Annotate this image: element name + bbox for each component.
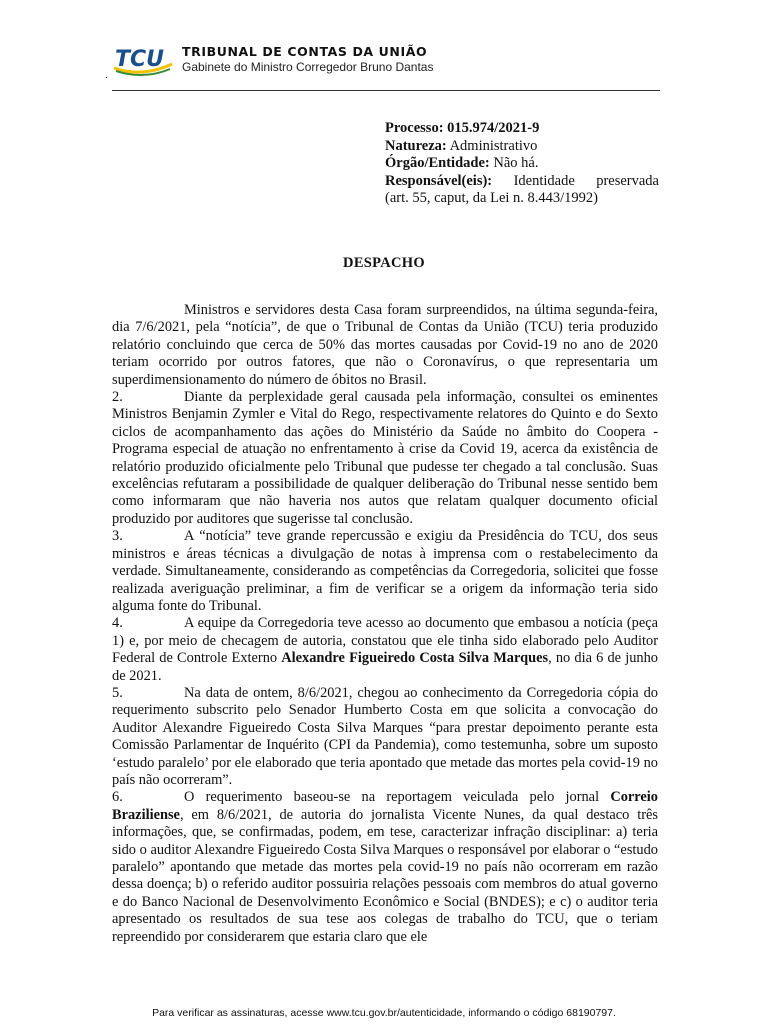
paragraph-text-end: , no dia 6 de junho de 2021. <box>112 650 658 684</box>
paragraph-1: Ministros e servidores desta Casa foram surpreendidos, na última segunda-feira, dia 7/6/2021, pela “notícia”, de que o Tribunal de Contas da União (TCU) teria produzido relatório concluindo que cerca de 50% das mortes causadas por Covid-19 no ano de 2020 teriam ocorrido por outros fatores, que não o Coronavírus, o que representaria um superdimensionamento do número de óbitos no Brasil. <box>112 302 658 388</box>
orgao-line <box>385 155 659 173</box>
org-name: TRIBUNAL DE CONTAS DA UNIÃO <box>182 44 428 59</box>
processo-line <box>385 120 659 138</box>
orgao-label: Órgão/Entidade: <box>385 155 490 171</box>
paragraph-3 <box>112 528 658 615</box>
natureza-value: Administrativo <box>449 137 538 154</box>
paragraph-2 <box>112 389 658 528</box>
paragraph-text: Na data de ontem, 8/6/2021, chegou ao conhecimento da Corregedoria cópia do requerimento subscrito pelo Senador Humberto Costa em que solicita a convocação do Auditor Alexandre Figueiredo Costa Silva Marques “para prestar depoimento perante esta Comissão Parlamentar de Inquérito (CPI da Pandemia), como testemunha, sobre um suposto ‘estudo paralelo’ por ele elaborado que teria apontado que metade das mortes pela covid-19 no país não ocorreram”. <box>112 684 658 788</box>
natureza-label: Natureza: <box>385 137 447 154</box>
logo-text: TCU <box>115 47 165 72</box>
process-metadata <box>385 120 659 208</box>
orgao-value: Não há. <box>493 155 539 171</box>
document-body <box>112 302 658 946</box>
paragraph-text: Diante da perplexidade geral causada pela informação, consultei os eminentes Ministros Benjamin Zymler e Vital do Rego, respectivamente relatores do Quinto e do Sexto ciclos de acompanhamento das ações do Ministério da Saúde no âmbito do Coopera - Programa especial de atuação no enfrentamento à crise da Covid 19, acerca da existência de relatório produzido oficialmente pelo Tribunal que pudesse ter chegado a tal conclusão. Suas excelências refutaram a possibilidade de qualquer deliberação do Tribunal nesse sentido bem como informaram que não haveria nos autos que relatam qualquer documento oficial produzido por auditores que sugerisse tal conclusão. <box>112 389 658 527</box>
document-title: DESPACHO <box>343 255 425 271</box>
verification-footer: Para verificar as assinaturas, acesse www.tcu.gov.br/autenticidade, informando o código 68190797. <box>152 1007 616 1019</box>
processo-label: Processo: <box>385 120 444 136</box>
paragraph-text-end: , em 8/6/2021, de autoria do jornalista Vicente Nunes, da qual destaco três informações, que, se confirmadas, podem, em tese, caracterizar infração disciplinar: a) teria sido o auditor Alexandre Figueiredo Costa Silva Marques o responsável por elaborar o “estudo paralelo” apontando que metade das mortes pela covid-19 no país não ocorreram em razão dessa doença; b) o referido auditor possuiria relações pessoais com membros do atual governo e do Banco Nacional de Desenvolvimento Econômico e Social (BNDES); e c) o auditor teria apresentado os resultados de sua tese aos colegas de trabalho do TCU, que o teriam repreendido por considerarem que estaria claro que ele <box>112 806 658 945</box>
header-dot: . <box>105 70 108 81</box>
responsavel-label: Responsável(eis): <box>385 172 493 189</box>
letterhead <box>112 40 660 91</box>
paragraph-number: 4. <box>112 615 123 632</box>
responsavel-value: Identidade preservada <box>513 172 659 189</box>
natureza-line <box>385 138 659 156</box>
paragraph-text: A “notícia” teve grande repercussão e exigiu da Presidência do TCU, dos seus ministros e áreas técnicas a divulgação de notas à imprensa com o restabelecimento da verdade. Simultaneamente, considerando as competências da Corregedoria, solicitei que fosse realizada averiguação preliminar, a fim de verificar se a origem da informação teria sido alguma fonte do Tribunal. <box>112 528 658 614</box>
processo-value: 015.974/2021-9 <box>447 120 540 136</box>
paragraph-text: A equipe da Corregedoria teve acesso ao documento que embasou a notícia (peça 1) e, por meio de checagem de autoria, constatou que ele tinha sido elaborado pelo Auditor Federal de Controle Externo <box>112 615 658 667</box>
auditor-name: Alexandre Figueiredo Costa Silva Marques <box>281 650 549 667</box>
org-subtitle: Gabinete do Ministro Corregedor Bruno Dantas <box>182 60 434 74</box>
paragraph-6 <box>112 789 658 946</box>
responsavel-line <box>385 173 659 191</box>
paragraph-4 <box>112 615 658 685</box>
paragraph-number: 6. <box>112 789 123 806</box>
responsavel-note: (art. 55, caput, da Lei n. 8.443/1992) <box>385 190 599 206</box>
tcu-logo <box>112 42 174 78</box>
paragraph-number: 3. <box>112 528 123 545</box>
paragraph-number: 2. <box>112 389 123 406</box>
paragraph-number: 5. <box>112 684 123 701</box>
newspaper-name: Correio Braziliense <box>112 789 658 823</box>
paragraph-text: O requerimento baseou-se na reportagem veiculada pelo jornal <box>184 789 611 806</box>
paragraph-5 <box>112 685 658 789</box>
